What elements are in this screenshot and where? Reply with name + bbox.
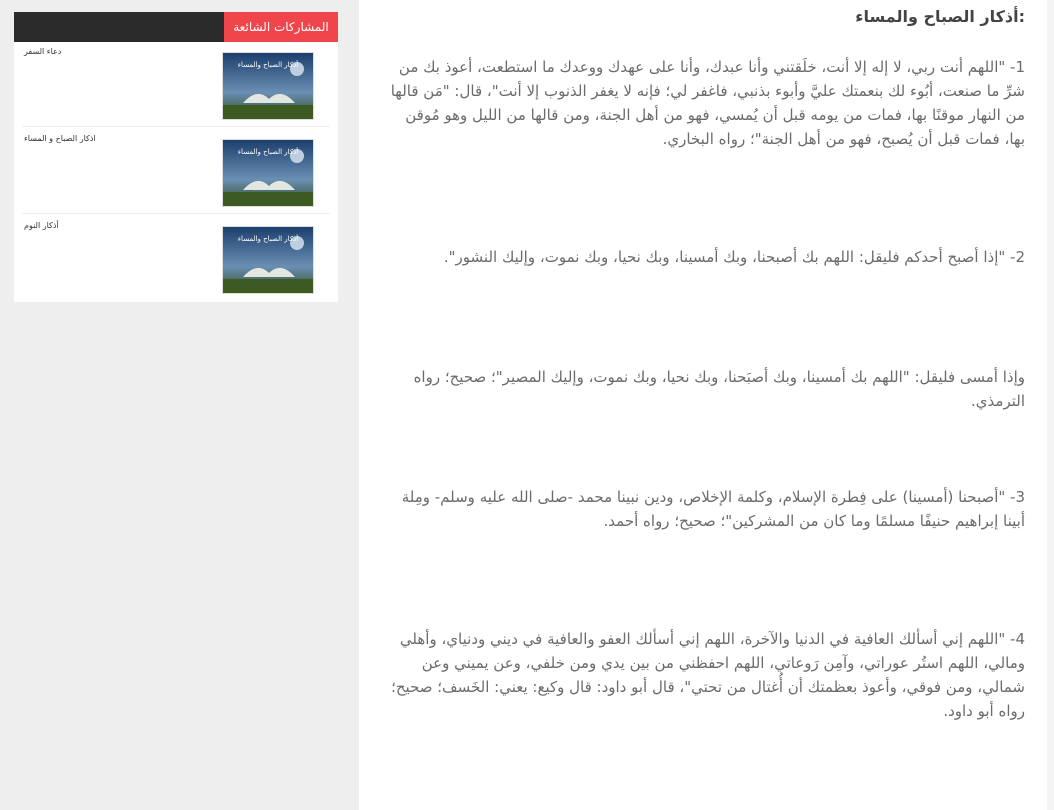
popular-posts-widget (14, 12, 338, 302)
dhikr-paragraph: 1- "اللهم أنت ربي، لا إله إلا أنت، خلَقتني وأنا عبدك، وأنا على عهدك ووعدك ما استطعت، أعوذ بك من شرِّ ما صنعت، أبُوء لك بنعمتك عليَّ وأبوء بذنبي، فاغفر لي؛ فإنه لا يغفر الذنوب إلا أنت"، قال: "مَن قالها من النهار موقنًا بها، فمات من يومه قبل أن يُمسي، فهو من أهل الجنة، ومن قالها من الليل وهو مُوقن بها، فمات قبل أن يُصبح، فهو من أهل الجنة"؛ رواه البخاري. (390, 58, 1025, 148)
widget-header (14, 12, 338, 42)
article-content (359, 0, 1047, 810)
thumbnail-caption: أذكار الصباح والمساء (237, 235, 299, 243)
post-thumbnail[interactable] (222, 226, 314, 294)
post-thumbnail[interactable] (222, 139, 314, 207)
thumbnail-caption: أذكار الصباح والمساء (237, 148, 299, 156)
post-thumbnail-image (223, 140, 313, 206)
dhikr-paragraph: وإذا أمسى فليقل: "اللهم بك أمسينا، وبك أصبَحنا، وبك نحيا، وبك نموت، وإليك المصير"؛ صحيح؛ رواه الترمذي. (413, 368, 1025, 410)
post-thumbnail[interactable] (222, 52, 314, 120)
dhikr-paragraph: 3- "أصبحنا (أمسينا) على فِطرة الإسلام، وكلمة الإخلاص، ودين نبينا محمد -صلى الله عليه وسلم- ومِلة أبينا إبراهيم حنيفًا مسلمًا وما كان من المشركين"؛ صحيح؛ رواه أحمد. (401, 488, 1025, 530)
post-title-link[interactable]: دعاء السفر (24, 47, 62, 56)
article-heading: :أذكار الصباح والمساء (855, 7, 1025, 26)
popular-post-item[interactable] (22, 42, 330, 127)
popular-post-item[interactable] (22, 216, 330, 300)
post-title-link[interactable]: أذكار النوم (24, 221, 59, 230)
widget-title: المشاركات الشائعة (224, 12, 338, 42)
popular-post-item[interactable] (22, 129, 330, 214)
thumbnail-caption: أذكار الصباح والمساء (237, 61, 299, 69)
page-scrollbar[interactable] (1047, 0, 1054, 810)
post-thumbnail-image (223, 53, 313, 119)
dhikr-paragraph: 4- "اللهم إني أسألك العافية في الدنيا والآخرة، اللهم إني أسألك العفو والعافية في ديني ودنياي، وأهلي ومالي، اللهم استُر عوراتي، وآمِن رَوعاتي، اللهم احفظني من بين يدي ومن خلفي، وعن يميني وعن شمالي، ومن فوقي، وأعوذ بعظمتك أن أُغتال من تحتي"، قال أبو داود: قال وكيع: يعني: الخَسف؛ صحيح؛ رواه أبو داود. (391, 630, 1025, 720)
dhikr-paragraph: 2- "إذا أصبح أحدكم فليقل: اللهم بك أصبحنا، وبك أمسينا، وبك نحيا، وبك نموت، وإليك النشور". (443, 248, 1025, 266)
post-thumbnail-image (223, 227, 313, 293)
post-title-link[interactable]: اذكار الصباح و المساء (24, 134, 96, 143)
